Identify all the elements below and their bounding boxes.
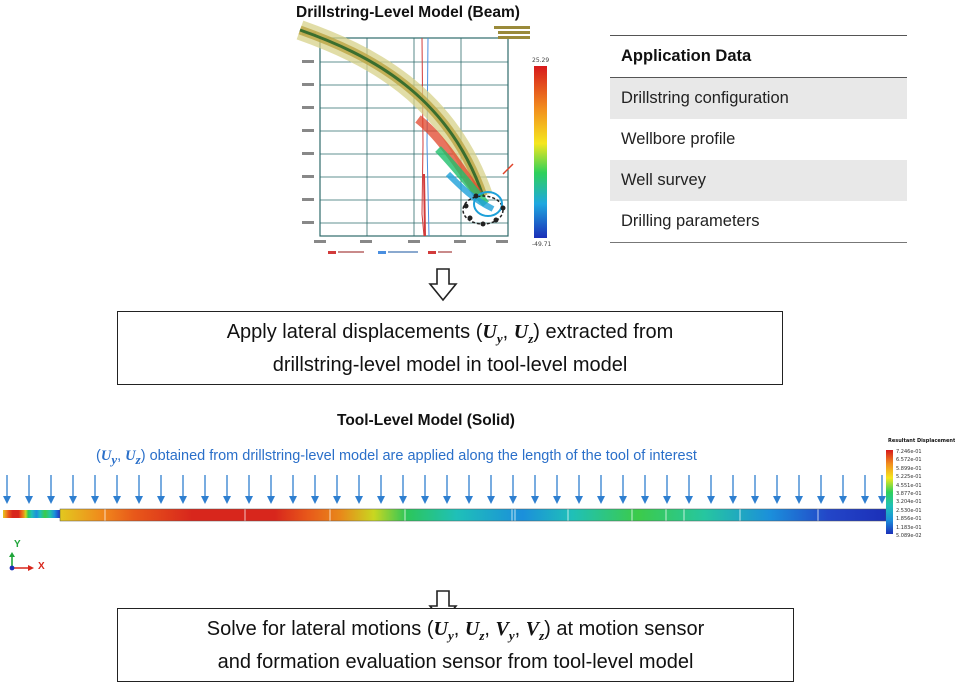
down-arrow-icon <box>428 268 458 302</box>
application-data-table <box>610 35 907 243</box>
legend-value: 1.183e-01 <box>896 524 922 531</box>
tool-body-thin-section <box>3 510 63 518</box>
solve-lateral-motions-line2: and formation evaluation sensor from tool-level model <box>217 650 694 673</box>
axis-x-label: X <box>38 561 45 572</box>
application-data-header: Application Data <box>610 35 907 78</box>
beam-model-title: Drillstring-Level Model (Beam) <box>296 4 520 21</box>
tool-model-title: Tool-Level Model (Solid) <box>337 412 515 429</box>
legend-value: 5.225e-01 <box>896 474 922 481</box>
app-item-drillstring-configuration: Drillstring configuration <box>610 78 907 119</box>
beam-legend-min: -49.71 <box>532 241 552 248</box>
beam-legend-max: 25.29 <box>532 57 550 64</box>
tool-body <box>60 509 886 521</box>
displacement-legend-title: Resultant Displacement <box>888 438 955 444</box>
solve-lateral-motions-box <box>117 608 794 682</box>
displacement-legend-values <box>896 448 922 540</box>
beam-legend-bar <box>534 66 547 238</box>
legend-value: 1.856e-01 <box>896 516 922 523</box>
legend-value: 3.877e-01 <box>896 491 922 498</box>
app-item-wellbore-profile: Wellbore profile <box>621 130 736 148</box>
apply-displacements-line2: drillstring-level model in tool-level model <box>272 353 628 376</box>
beam-model-plot <box>298 24 558 259</box>
axis-triad-icon <box>4 552 54 572</box>
legend-value: 5.089e-02 <box>896 533 922 540</box>
axis-y-label: Y <box>14 539 21 550</box>
legend-value: 7.246e-01 <box>896 449 922 455</box>
applied-displacements-note: ($U_y$, $U_z$) obtained from drillstring-level model are applied along the length of the tool of interest <box>96 448 697 467</box>
displacement-legend-bar <box>886 450 893 534</box>
solve-lateral-motions-line1: Solve for lateral motions ($U_y$, $U_z$, $V_y$, $V_z$) at motion sensor <box>206 617 705 643</box>
legend-value: 4.551e-01 <box>896 482 922 489</box>
apply-displacements-box <box>117 311 783 385</box>
legend-value: 5.899e-01 <box>896 465 922 472</box>
legend-value: 3.204e-01 <box>896 499 922 506</box>
tool-model-plot <box>0 474 890 530</box>
legend-value: 6.572e-01 <box>896 457 922 464</box>
displacement-legend <box>880 438 955 540</box>
app-item-drilling-parameters: Drilling parameters <box>610 201 907 243</box>
app-item-well-survey: Well survey <box>610 160 907 201</box>
load-arrows <box>3 475 886 504</box>
legend-value: 2.530e-01 <box>896 507 922 514</box>
apply-displacements-line1: Apply lateral displacements ($U_y$, $U_z$) extracted from <box>226 320 674 346</box>
